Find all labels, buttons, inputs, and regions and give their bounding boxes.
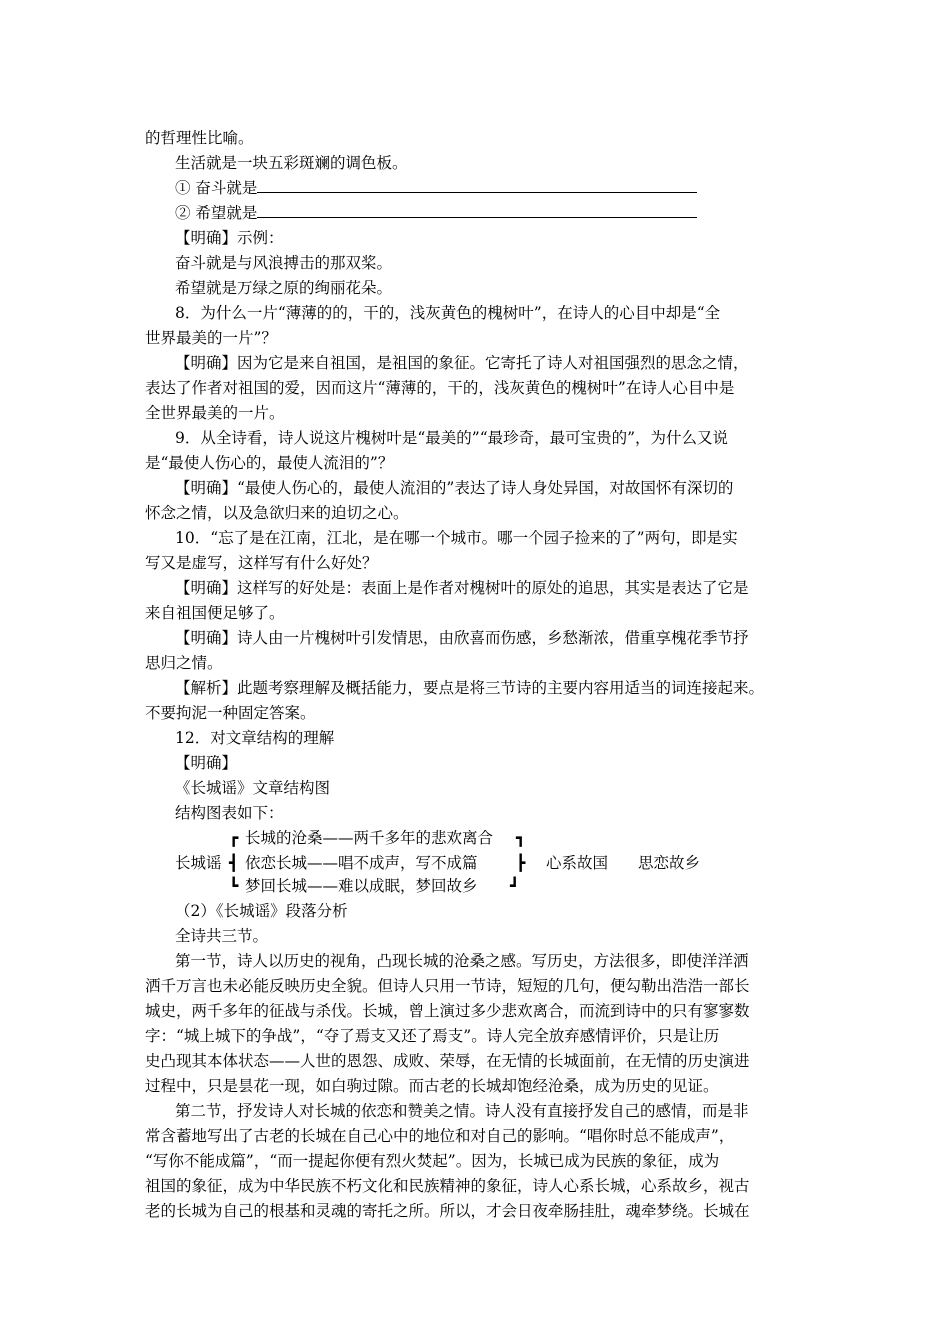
diagram-branch-2: 依恋长城——唱不成声，写不成篇 [245, 854, 478, 872]
text-line: 是“最使人伤心的，最使人流泪的”？ [145, 454, 394, 472]
bracket-bottom-right: ┛ [510, 876, 520, 895]
diagram-branch-1: 长城的沧桑——两千多年的悲欢离合 [245, 829, 494, 847]
text-line: 奋斗就是与风浪搏击的那双桨。 [175, 254, 393, 272]
answer-blank [257, 178, 697, 193]
text-line: 【解析】此题考察理解及概括能力，要点是将三节诗的主要内容用适当的词连接起来。 [175, 679, 765, 697]
text-line: 全诗共三节。 [175, 927, 269, 945]
text-line: “写你不能成篇”，“而一提起你便有烈火焚起”。因为，长城已成为民族的象征，成为 [145, 1152, 720, 1170]
text-line: 常含蓄地写出了古老的长城在自己心中的地位和对自己的影响。“唱你时总不能成声”， [145, 1127, 735, 1145]
text-line: 来自祖国便足够了。 [145, 604, 285, 622]
text-line: 祖国的象征，成为中华民族不朽文化和民族精神的象征，诗人心系长城，心系故乡，视古 [145, 1177, 750, 1195]
text-line: 城史，两千多年的征战与杀伐。长城，曾上演过多少悲欢离合，而流到诗中的只有寥寥数 [145, 1002, 750, 1020]
text-line: 老的长城为自己的根基和灵魂的寄托之所。所以，才会日夜牵肠挂肚，魂牵梦绕。长城在 [145, 1202, 750, 1220]
bracket-mid-left: ┫ [229, 853, 239, 872]
bracket-mid-right: ┣ [516, 853, 526, 872]
text-line: 【明确】诗人由一片槐树叶引发情思，由欣喜而伤感，乡愁渐浓，借重享槐花季节抒 [175, 629, 749, 647]
text-line: 世界最美的一片”？ [145, 329, 277, 347]
text-line: 全世界最美的一片。 [145, 404, 285, 422]
blank-line-1 [175, 178, 697, 198]
text-line: 9．从全诗看，诗人说这片槐树叶是“最美的”“最珍奇，最可宝贵的”，为什么又说 [175, 429, 729, 447]
text-line: 结构图表如下： [175, 804, 284, 822]
text-line: 思归之情。 [145, 654, 223, 672]
text-line: 不要拘泥一种固定答案。 [145, 704, 316, 722]
text-line: 《长城谣》文章结构图 [175, 779, 331, 797]
text-line: 写又是虚写，这样写有什么好处？ [145, 554, 378, 572]
diagram-result-1: 心系故国 [546, 854, 609, 872]
text-line: 生活就是一块五彩斑斓的调色板。 [175, 154, 408, 172]
diagram-result-2: 思恋故乡 [638, 854, 701, 872]
text-line: 字：“城上城下的争战”，“夺了焉支又还了焉支”。诗人完全放弃感情评价，只是让历 [145, 1027, 720, 1045]
text-line: （2）《长城谣》段落分析 [175, 902, 348, 920]
text-line: 【明确】这样写的好处是：表面上是作者对槐树叶的原处的追思，其实是表达了它是 [175, 579, 749, 597]
text-line: 【明确】示例： [175, 229, 284, 247]
blank-line-2 [175, 203, 697, 223]
text-line: 12．对文章结构的理解 [175, 729, 335, 747]
bracket-top-right: ┓ [516, 828, 526, 847]
text-line: 8．为什么一片“薄薄的的，干的，浅灰黄色的槐树叶”，在诗人的心目中却是“全 [175, 304, 721, 322]
text-line: 10．“忘了是在江南，江北，是在哪一个城市。哪一个园子捡来的了”两句，即是实 [175, 529, 738, 547]
text-line: 第一节，诗人以历史的视角，凸现长城的沧桑之感。写历史，方法很多，即使洋洋洒 [175, 952, 749, 970]
bracket-top-left: ┏ [229, 828, 239, 847]
text-line: 希望就是万绿之原的绚丽花朵。 [175, 279, 393, 297]
text-line: 的哲理性比喻。 [145, 129, 254, 147]
text-line: 过程中，只是昙花一现，如白驹过隙。而古老的长城却饱经沧桑，成为历史的见证。 [145, 1077, 719, 1095]
answer-blank [257, 203, 697, 218]
bracket-bottom-left: ┗ [229, 876, 239, 895]
diagram-root: 长城谣 [175, 854, 222, 872]
text-line: 【明确】“最使人伤心的，最使人流泪的”表达了诗人身处异国，对故国怀有深切的 [175, 479, 734, 497]
text-line: 【明确】因为它是来自祖国，是祖国的象征。它寄托了诗人对祖国强烈的思念之情， [175, 354, 749, 372]
diagram-branch-3: 梦回长城——难以成眠，梦回故乡 [245, 877, 478, 895]
text-line: 怀念之情，以及急欲归来的迫切之心。 [145, 504, 409, 522]
text-line: 史凸现其本体状态——人世的恩怨、成败、荣辱，在无情的长城面前，在无情的历史演进 [145, 1052, 750, 1070]
text-line: 【明确】 [175, 754, 238, 772]
text-line: 表达了作者对祖国的爱，因而这片“薄薄的，干的，浅灰黄色的槐树叶”在诗人心目中是 [145, 379, 735, 397]
text-line: ② 希望就是 [175, 204, 258, 222]
text-line: ① 奋斗就是 [175, 179, 258, 197]
text-line: 第二节，抒发诗人对长城的依恋和赞美之情。诗人没有直接抒发自己的感情，而是非 [175, 1102, 749, 1120]
text-line: 洒千万言也未必能反映历史全貌。但诗人只用一节诗，短短的几句，便勾勒出浩浩一部长 [145, 977, 750, 995]
